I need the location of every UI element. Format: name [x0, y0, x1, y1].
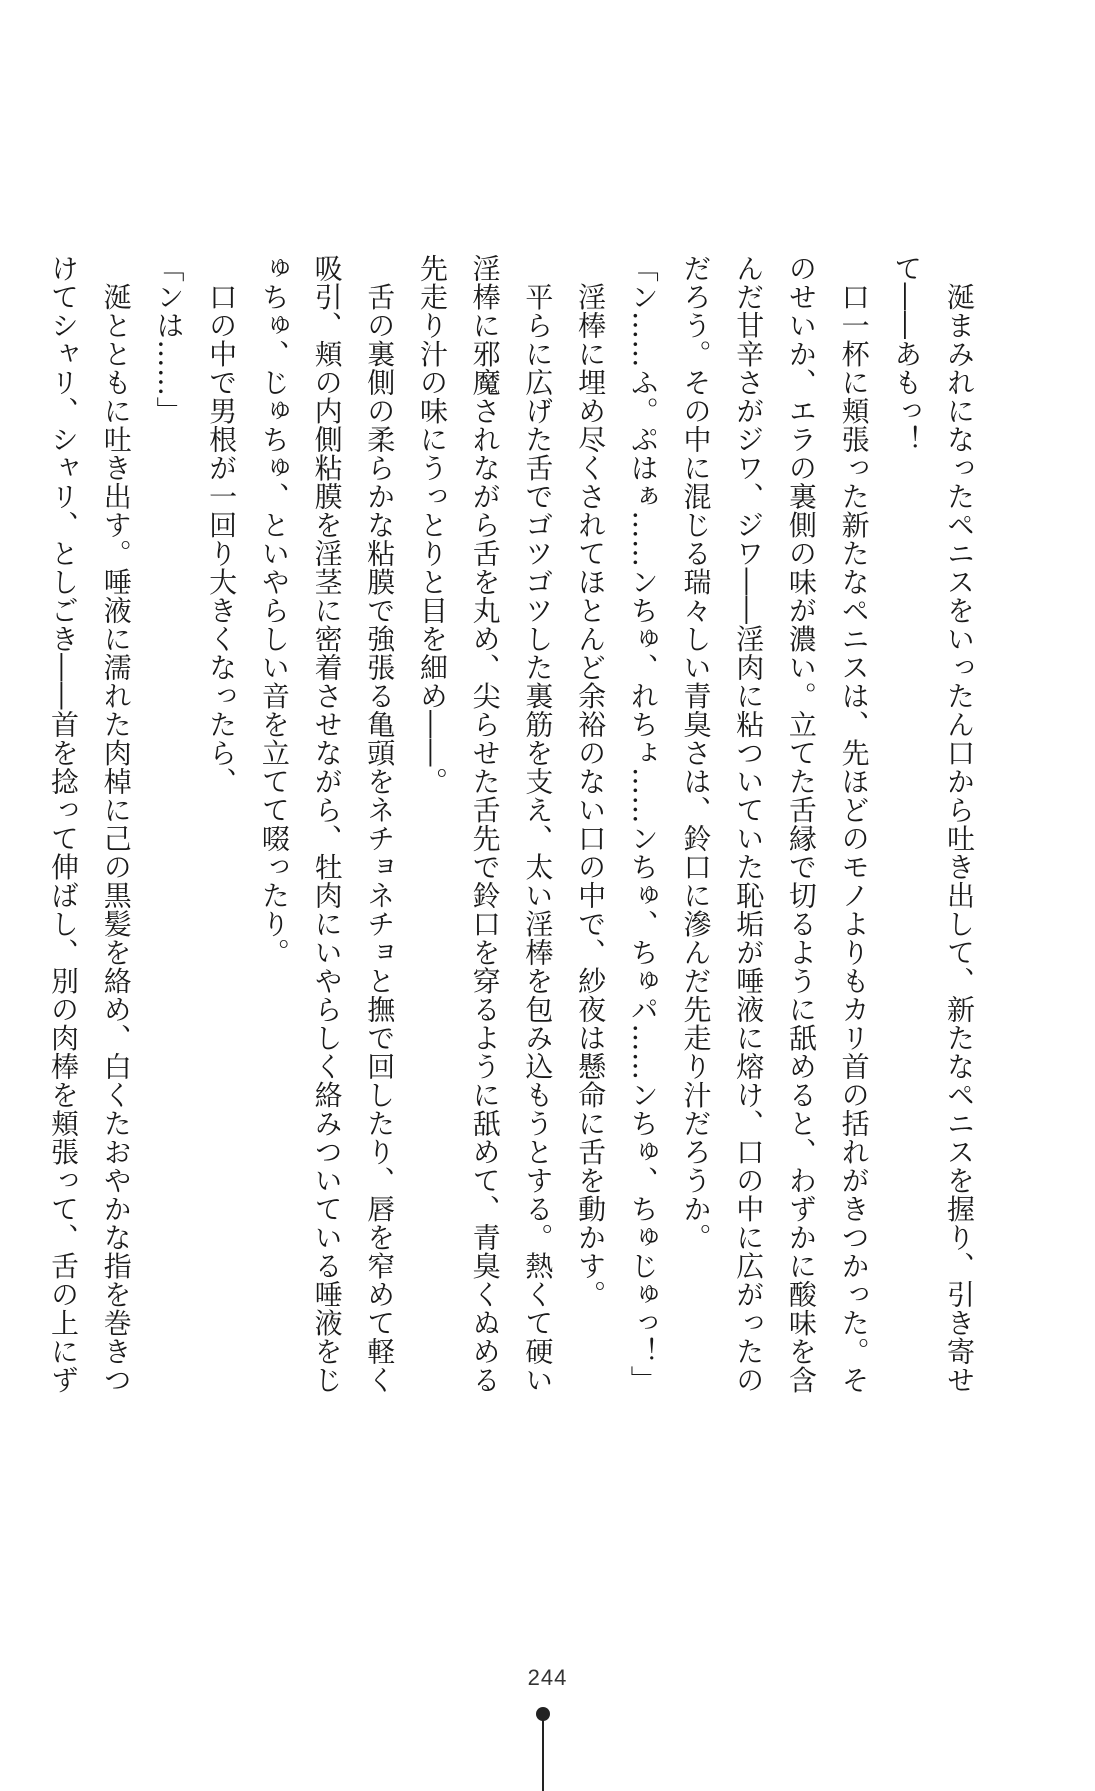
text-line: 涎まみれになったペニスをいったん口から吐き出して、新たなペニスを握り、引き寄せ — [943, 254, 976, 1394]
text-line: んだ甘辛さがジワ、ジワ――淫肉に粘ついていた恥垢が唾液に熔け、口の中に広がったの — [732, 254, 766, 1394]
page-number: 244 — [527, 1665, 568, 1690]
page-marker-dot — [536, 1707, 550, 1721]
text-line: 平らに広げた舌でゴツゴツした裏筋を支え、太い淫棒を包み込もうとする。熱くて硬い — [521, 254, 555, 1394]
body-text — [47, 254, 985, 1440]
text-line: 先走り汁の味にうっとりと目を細め――。 — [415, 254, 449, 796]
text-line: のせいか、エラの裏側の味が濃い。立てた舌縁で切るように舐めると、わずかに酸味を含 — [784, 254, 818, 1394]
text-line: 口の中で男根が一回り大きくなったら、 — [205, 254, 239, 796]
page-marker-line — [542, 1720, 544, 1791]
text-line: ゅちゅ、じゅちゅ、といやらしい音を立てて啜ったり。 — [257, 254, 291, 967]
text-line: 舌の裏側の柔らかな粘膜で強張る亀頭をネチョネチョと撫で回したり、唇を窄めて軽く — [363, 254, 397, 1394]
text-line: 「ン……ふ。ぷはぁ……ンちゅ、れちょ……ンちゅ、ちゅパ……ンちゅ、ちゅじゅっ！」 — [626, 254, 660, 1394]
text-line: 口一杯に頬張った新たなペニスは、先ほどのモノよりもカリ首の括れがきつかった。そ — [837, 254, 871, 1394]
text-line: 淫棒に埋め尽くされてほとんど余裕のない口の中で、紗夜は懸命に舌を動かす。 — [574, 254, 608, 1309]
text-line: 淫棒に邪魔されながら舌を丸め、尖らせた舌先で鈴口を穿るように舐めて、青臭くぬめる — [468, 254, 502, 1394]
text-line: て――あもっ！ — [890, 254, 924, 454]
text-line: 涎とともに吐き出す。唾液に濡れた肉棹に己の黒髪を絡め、白くたおやかな指を巻きつ — [99, 254, 133, 1394]
text-line: けてシャリ、シャリ、としごき――首を捻って伸ばし、別の肉棒を頬張って、舌の上にず — [47, 254, 81, 1394]
text-line: 吸引、頬の内側粘膜を淫茎に密着させながら、牡肉にいやらしく絡みついている唾液をじ — [310, 254, 344, 1394]
text-line: 「ンは……」 — [152, 254, 186, 425]
text-line: だろう。その中に混じる瑞々しい青臭さは、鈴口に滲んだ先走り汁だろうか。 — [679, 254, 713, 1252]
